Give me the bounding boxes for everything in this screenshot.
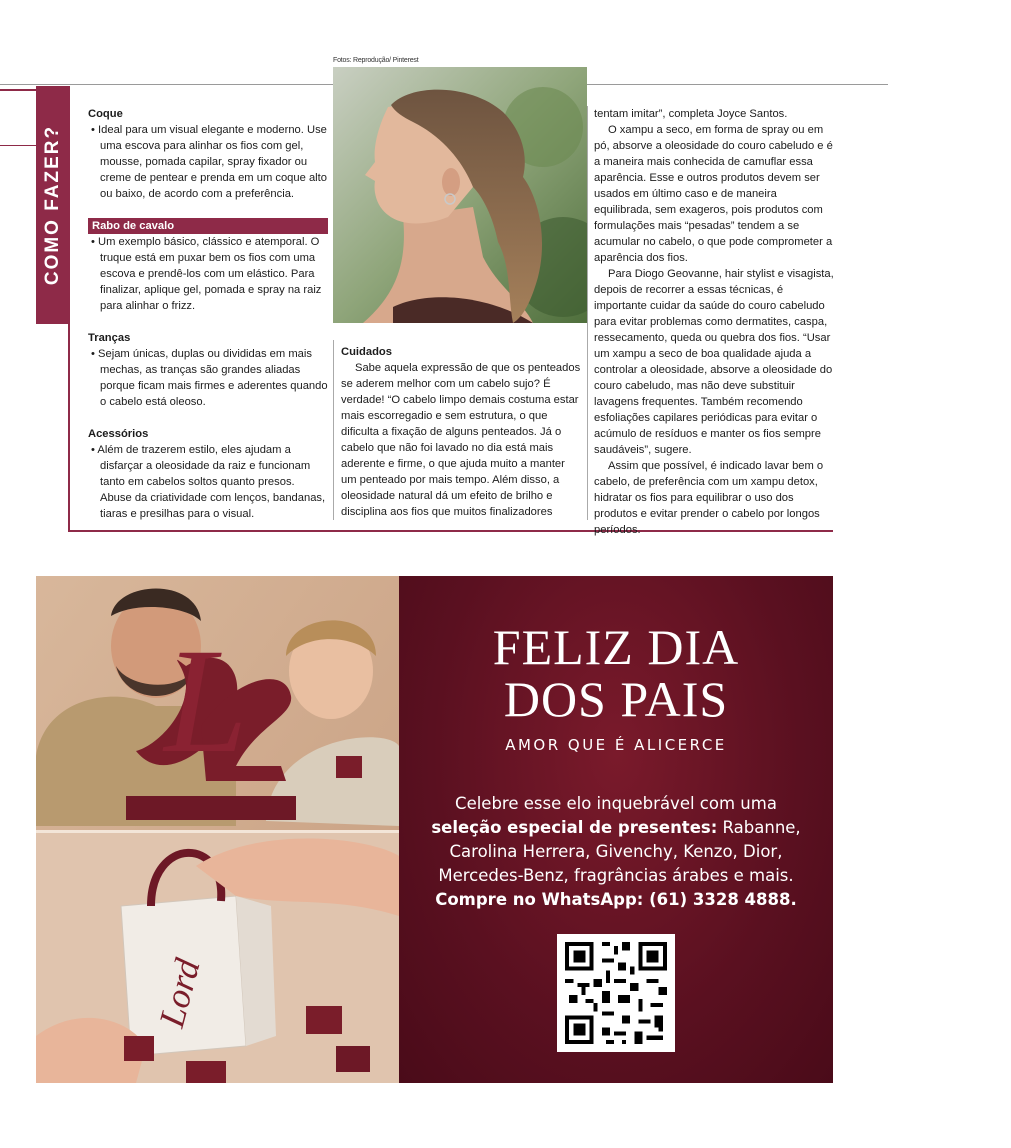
col3-paragraph: Para Diogo Geovanne, hair stylist e visagista, depois de recorrer a essas técnicas, é importante cuidar da saúde do couro cabeludo para evitar problemas como dermatites, caspa, ressecamento, queda ou quebra dos fios. “Usar um xampu a seco de boa qualidade ajuda a controlar a oleosidade, absorve a oleosidade do couro cabeludo, mas não deve substituir lavagens frequentes. Também recomendo esfoliações capilares periódicas para evitar o acúmulo de resíduos e manter os fios sempre saudáveis”, sugere. bbox=[594, 268, 834, 456]
ad-cta[interactable]: Compre no WhatsApp: (61) 3328 4888. bbox=[435, 890, 797, 909]
column-2 bbox=[341, 344, 583, 520]
ad-body-end: Rabanne, Carolina Herrera, Givenchy, Kenzo, Dior, Mercedes-Benz, fragrâncias árabes e mais. bbox=[438, 818, 801, 885]
qr-code[interactable] bbox=[557, 934, 675, 1052]
trancas-body: Sejam únicas, duplas ou divididas em mais mechas, as tranças são grandes aliadas porque ficam mais firmes e aderentes quando o cabelo está oleoso. bbox=[98, 348, 328, 408]
ad-body bbox=[419, 792, 813, 912]
ad-title-line2: DOS PAIS bbox=[503, 671, 729, 727]
side-tab bbox=[36, 86, 70, 324]
ad-panel bbox=[399, 576, 833, 1083]
coque-body: Ideal para um visual elegante e moderno. Use uma escova para alinhar os fios com gel, mousse, pomada capilar, spray fixador ou creme de pentear e prenda em um coque alto ou baixo, de acordo com a preferência. bbox=[98, 124, 327, 200]
trancas-heading: Tranças bbox=[88, 332, 131, 344]
coque-text: • Ideal para um visual elegante e moderno. Use uma escova para alinhar os fios com gel, mousse, pomada capilar, spray fixador ou creme de pentear e prenda em um coque alto ou baixo, de acordo com a preferência. bbox=[91, 124, 327, 200]
ad-body-bold: seleção especial de presentes: bbox=[431, 818, 718, 837]
photo-credit: Fotos: Reprodução/ Pinterest bbox=[333, 57, 419, 64]
ad-title-line1: FELIZ DIA bbox=[492, 619, 740, 675]
col3-paragraph: Assim que possível, é indicado lavar bem o cabelo, de preferência com um xampu detox, hidratar os fios para equilibrar o uso dos produtos e evitar prender o cabelo por longos períodos. bbox=[594, 460, 824, 536]
acessorios-heading: Acessórios bbox=[88, 428, 149, 440]
rabo-text: • Um exemplo básico, clássico e atemporal. O truque está em puxar bem os fios com uma escova e prendê-los com um elástico. Para finalizar, aplique gel, pomada e spray na raiz para alinhar o frizz. bbox=[91, 236, 322, 312]
side-tab-label: COMO FAZER? bbox=[42, 124, 63, 286]
coque-heading: Coque bbox=[88, 108, 123, 120]
rabo-heading: Rabo de cavalo bbox=[88, 218, 328, 234]
ad-letter: L bbox=[164, 618, 248, 784]
col3-paragraph: tentam imitar”, completa Joyce Santos. bbox=[594, 108, 788, 120]
acessorios-body: Além de trazerem estilo, eles ajudam a disfarçar a oleosidade da raiz e funcionam tanto em cabelos soltos quanto presos. Abuse da criatividade com lenços, bandanas, tiaras e presilhas para o visual. bbox=[97, 444, 326, 520]
column-1 bbox=[88, 106, 328, 522]
column-divider bbox=[587, 106, 588, 520]
cuidados-heading: Cuidados bbox=[341, 346, 392, 358]
ad-subtitle: AMOR QUE É ALICERCE bbox=[505, 736, 727, 754]
ad-body-start: Celebre esse elo inquebrável com uma bbox=[455, 794, 777, 813]
col3-paragraph: O xampu a seco, em forma de spray ou em pó, absorve a oleosidade do couro cabeludo e é a maneira mais conhecida de camuflar essa aparência. Esse e outros produtos devem ser usados em último caso e de maneira equilibrada, sem exageros, pois produtos com formulações mais “pesadas” tendem a se acumular no cabelo, o que pode comprometer a aparência dos fios. bbox=[594, 124, 833, 264]
fathers-day-ad[interactable] bbox=[36, 576, 833, 1083]
column-divider bbox=[333, 340, 334, 520]
ponytail-photo bbox=[333, 67, 587, 323]
trancas-text: • Sejam únicas, duplas ou divididas em mais mechas, as tranças são grandes aliadas porque ficam mais firmes e aderentes quando o cabelo está oleoso. bbox=[91, 348, 328, 408]
column-3 bbox=[594, 106, 836, 538]
ad-photo bbox=[36, 576, 399, 1083]
rabo-body: Um exemplo básico, clássico e atemporal. O truque está em puxar bem os fios com uma escova e prendê-los com um elástico. Para finalizar, aplique gel, pomada e spray na raiz para alinhar o frizz. bbox=[98, 236, 322, 312]
bag-logo: Lord bbox=[151, 954, 208, 1032]
cuidados-text: Sabe aquela expressão de que os penteados se aderem melhor com um cabelo sujo? É verdade! “O cabelo limpo demais costuma estar mais escorregadio e sem estrutura, o que dificulta a fixação de alguns penteados. Já o cabelo que não foi lavado no dia está mais aderente e firme, o que ajuda muito a manter um penteado por mais tempo. Além disso, a oleosidade natural dá um efeito de brilho e disciplina aos fios que muitos finalizadores bbox=[341, 362, 581, 518]
acessorios-text: • Além de trazerem estilo, eles ajudam a disfarçar a oleosidade da raiz e funcionam tanto em cabelos soltos quanto presos. Abuse da criatividade com lenços, bandanas, tiaras e presilhas para o visual. bbox=[91, 444, 326, 520]
